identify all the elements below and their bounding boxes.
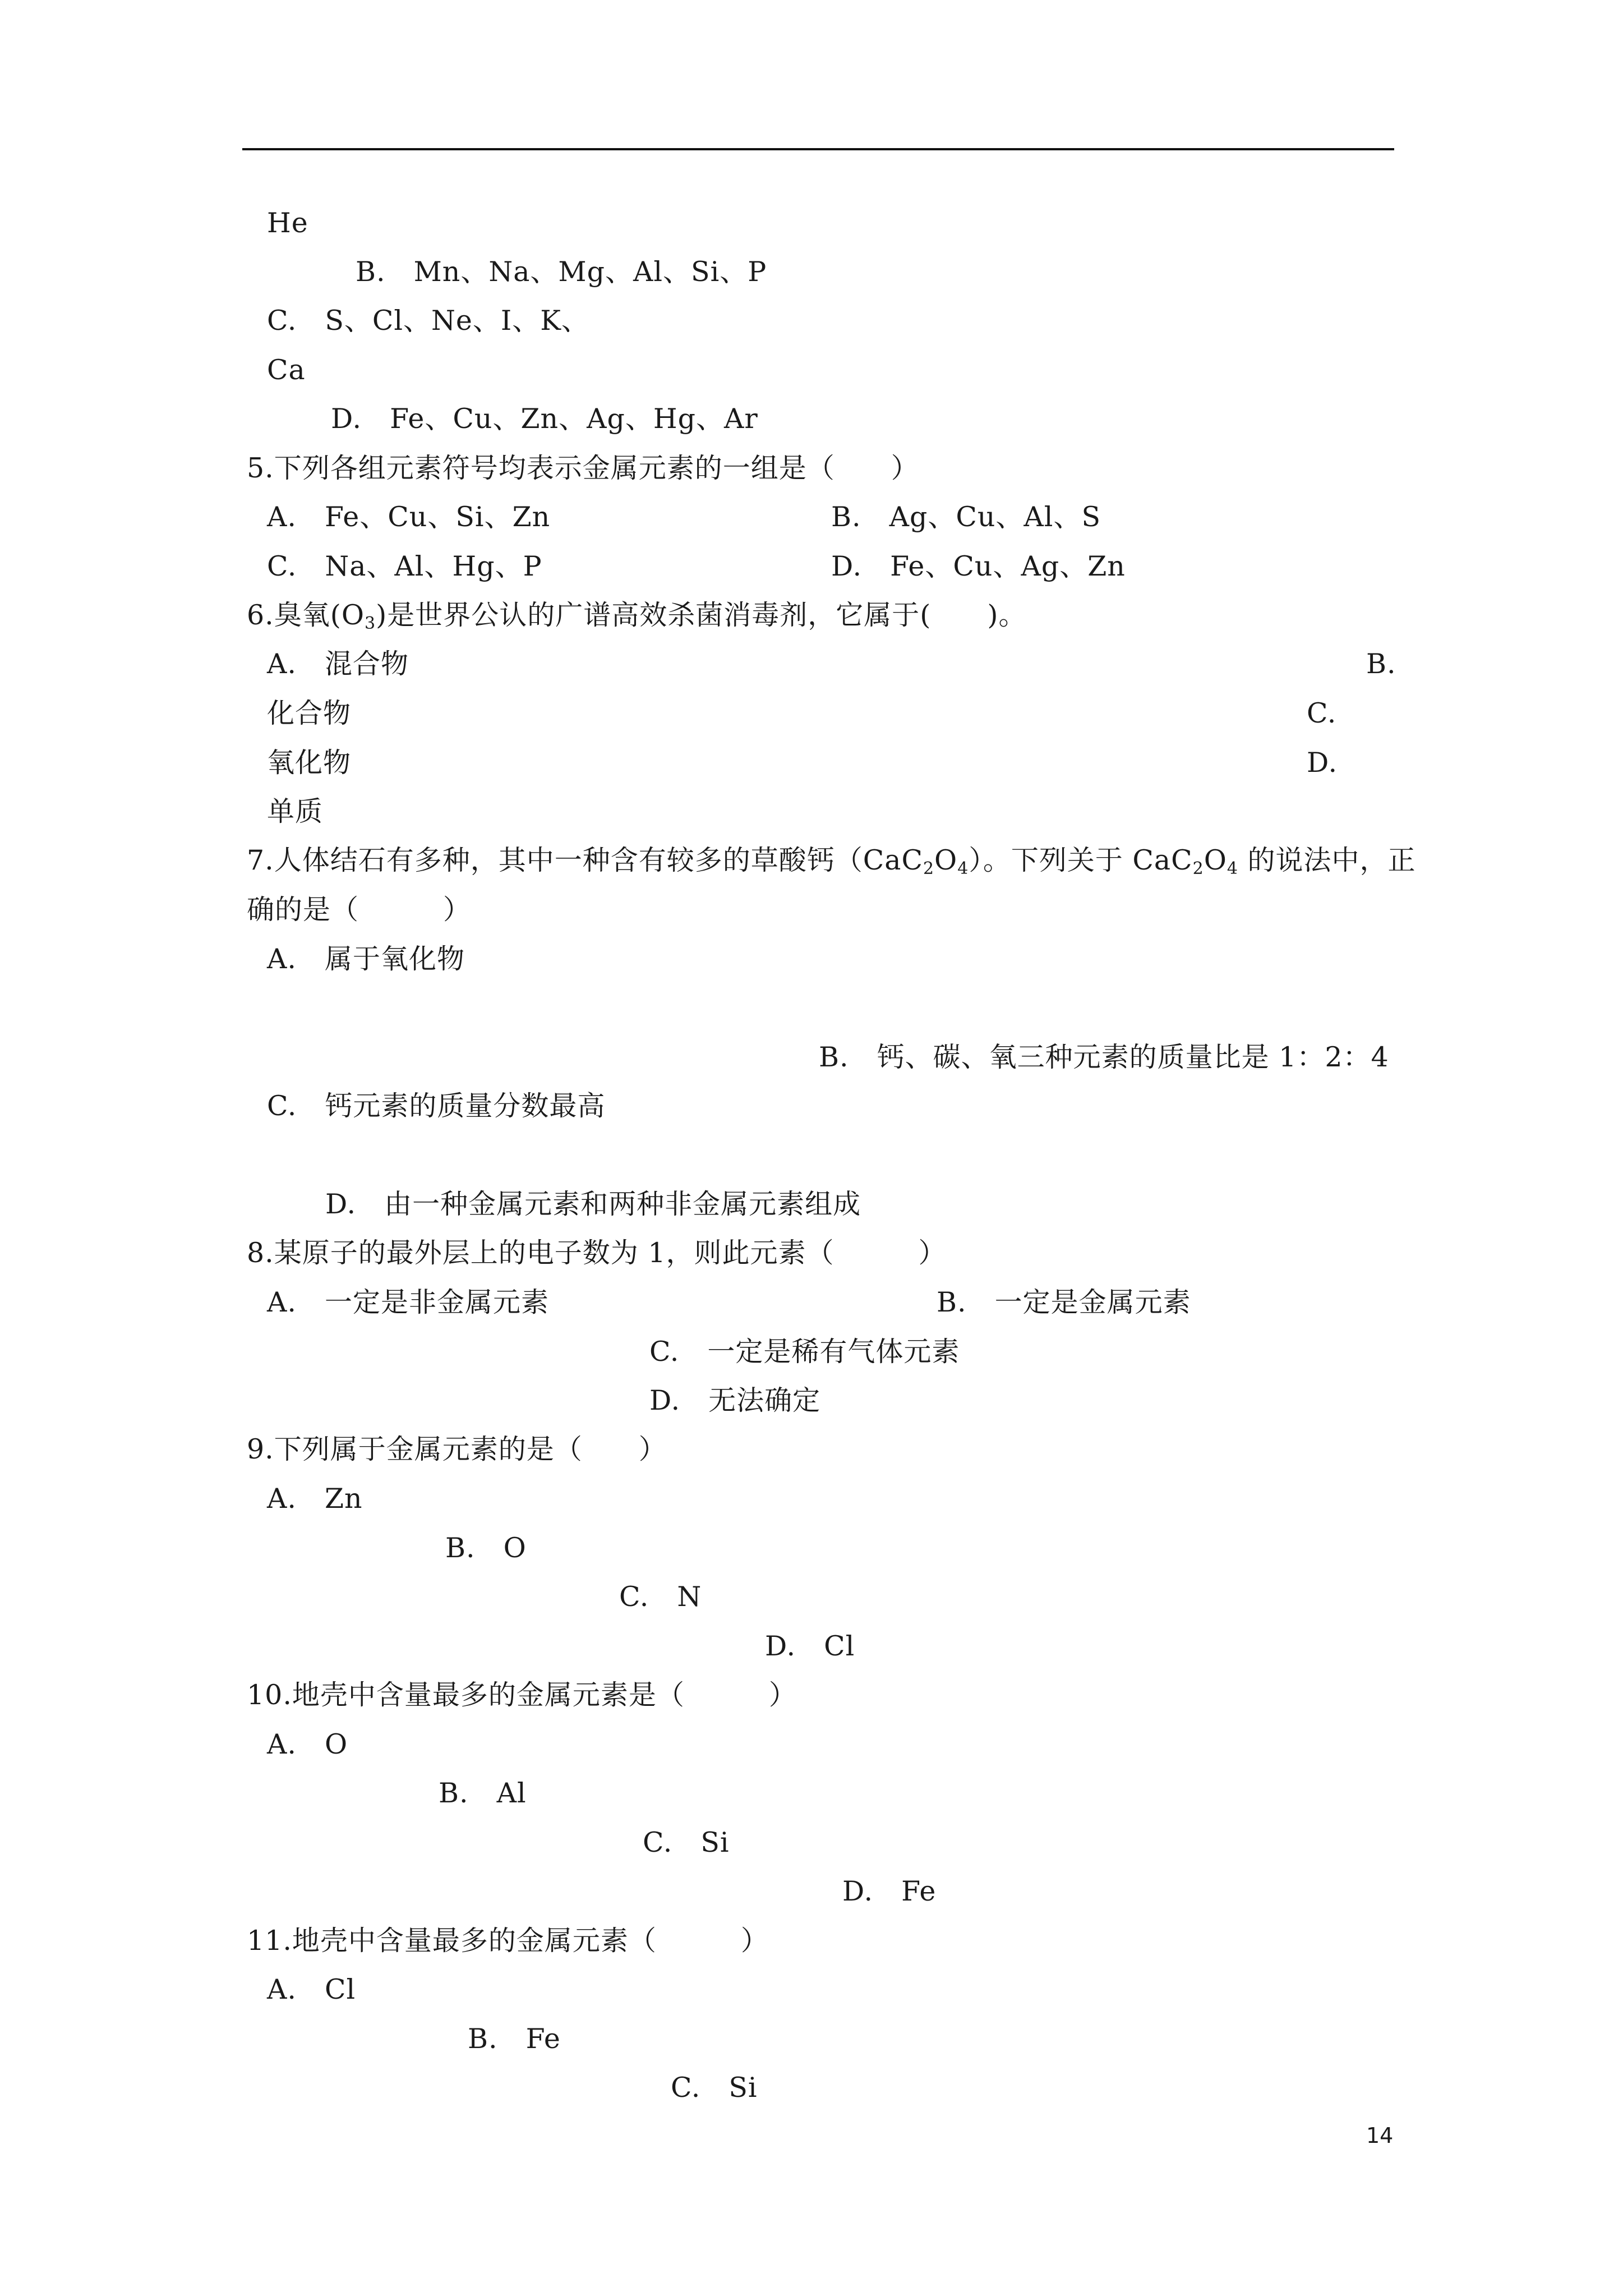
question-11: 11.地壳中含量最多的金属元素（ ）	[247, 1925, 769, 1957]
question-10: 10.地壳中含量最多的金属元素是（ ）	[247, 1679, 797, 1711]
q8-option-d: D. 无法确定	[649, 1384, 821, 1416]
q7-option-b: B. 钙、碳、氧三种元素的质量比是 1：2：4	[819, 1041, 1389, 1073]
option-line: Ca	[267, 354, 306, 386]
q9-option-a: A. Zn	[267, 1483, 363, 1515]
q6-option-a: A. 混合物	[267, 648, 409, 680]
q11-option-b: B. Fe	[468, 2023, 561, 2055]
q9-option-b: B. O	[445, 1532, 527, 1564]
q7-option-a: A. 属于氧化物	[267, 943, 465, 975]
page-number: 14	[1366, 2123, 1394, 2148]
q9-option-c: C. N	[619, 1581, 702, 1613]
option-line: D. Fe、Cu、Zn、Ag、Hg、Ar	[331, 403, 758, 435]
q6-option-b-label: B.	[1366, 648, 1396, 680]
option-line: B. Mn、Na、Mg、Al、Si、P	[356, 256, 767, 288]
q5-option-a: A. Fe、Cu、Si、Zn	[267, 501, 551, 533]
q10-option-a: A. O	[267, 1728, 348, 1760]
q6-option-d-text: 单质	[267, 795, 324, 827]
q10-option-b: B. Al	[439, 1777, 527, 1809]
q10-option-d: D. Fe	[842, 1875, 937, 1907]
question-7: 7.人体结石有多种，其中一种含有较多的草酸钙$(CaC_2O_4)$。下列关于 $CaC_2O_4$ 的说法中，正	[247, 844, 1416, 878]
q8-option-a: A. 一定是非金属元素	[267, 1286, 549, 1318]
q6-option-c-label: C.	[1307, 697, 1337, 729]
question-5: 5.下列各组元素符号均表示金属元素的一组是（ ）	[247, 452, 919, 484]
q5-option-b: B. Ag、Cu、Al、S	[831, 501, 1101, 533]
q11-option-a: A. Cl	[267, 1973, 356, 2005]
question-6: 6.臭氧$(O_3)$是世界公认的广谱高效杀菌消毒剂，它属于( )。	[247, 599, 1027, 633]
q6-option-d-label: D.	[1307, 747, 1338, 779]
q7-option-c: C. 钙元素的质量分数最高	[267, 1090, 606, 1122]
question-9: 9.下列属于金属元素的是（ ）	[247, 1433, 667, 1465]
option-line: He	[267, 207, 308, 239]
q10-option-c: C. Si	[643, 1826, 730, 1858]
question-8: 8.某原子的最外层上的电子数为 1，则此元素（ ）	[247, 1237, 947, 1269]
q11-option-c: C. Si	[671, 2072, 758, 2104]
q6-option-c-text: 氧化物	[267, 747, 352, 779]
q8-option-c: C. 一定是稀有气体元素	[649, 1336, 960, 1368]
question-7-line2: 确的是（ ）	[247, 894, 472, 926]
q9-option-d: D. Cl	[765, 1630, 855, 1662]
header-rule	[242, 148, 1394, 150]
option-line: C. S、Cl、Ne、I、K、	[267, 305, 589, 337]
q7-option-d: D. 由一种金属元素和两种非金属元素组成	[325, 1188, 861, 1220]
q5-option-c: C. Na、Al、Hg、P	[267, 550, 542, 582]
q5-option-d: D. Fe、Cu、Ag、Zn	[831, 550, 1126, 582]
q6-option-b-text: 化合物	[267, 697, 352, 729]
q8-option-b: B. 一定是金属元素	[937, 1286, 1191, 1318]
